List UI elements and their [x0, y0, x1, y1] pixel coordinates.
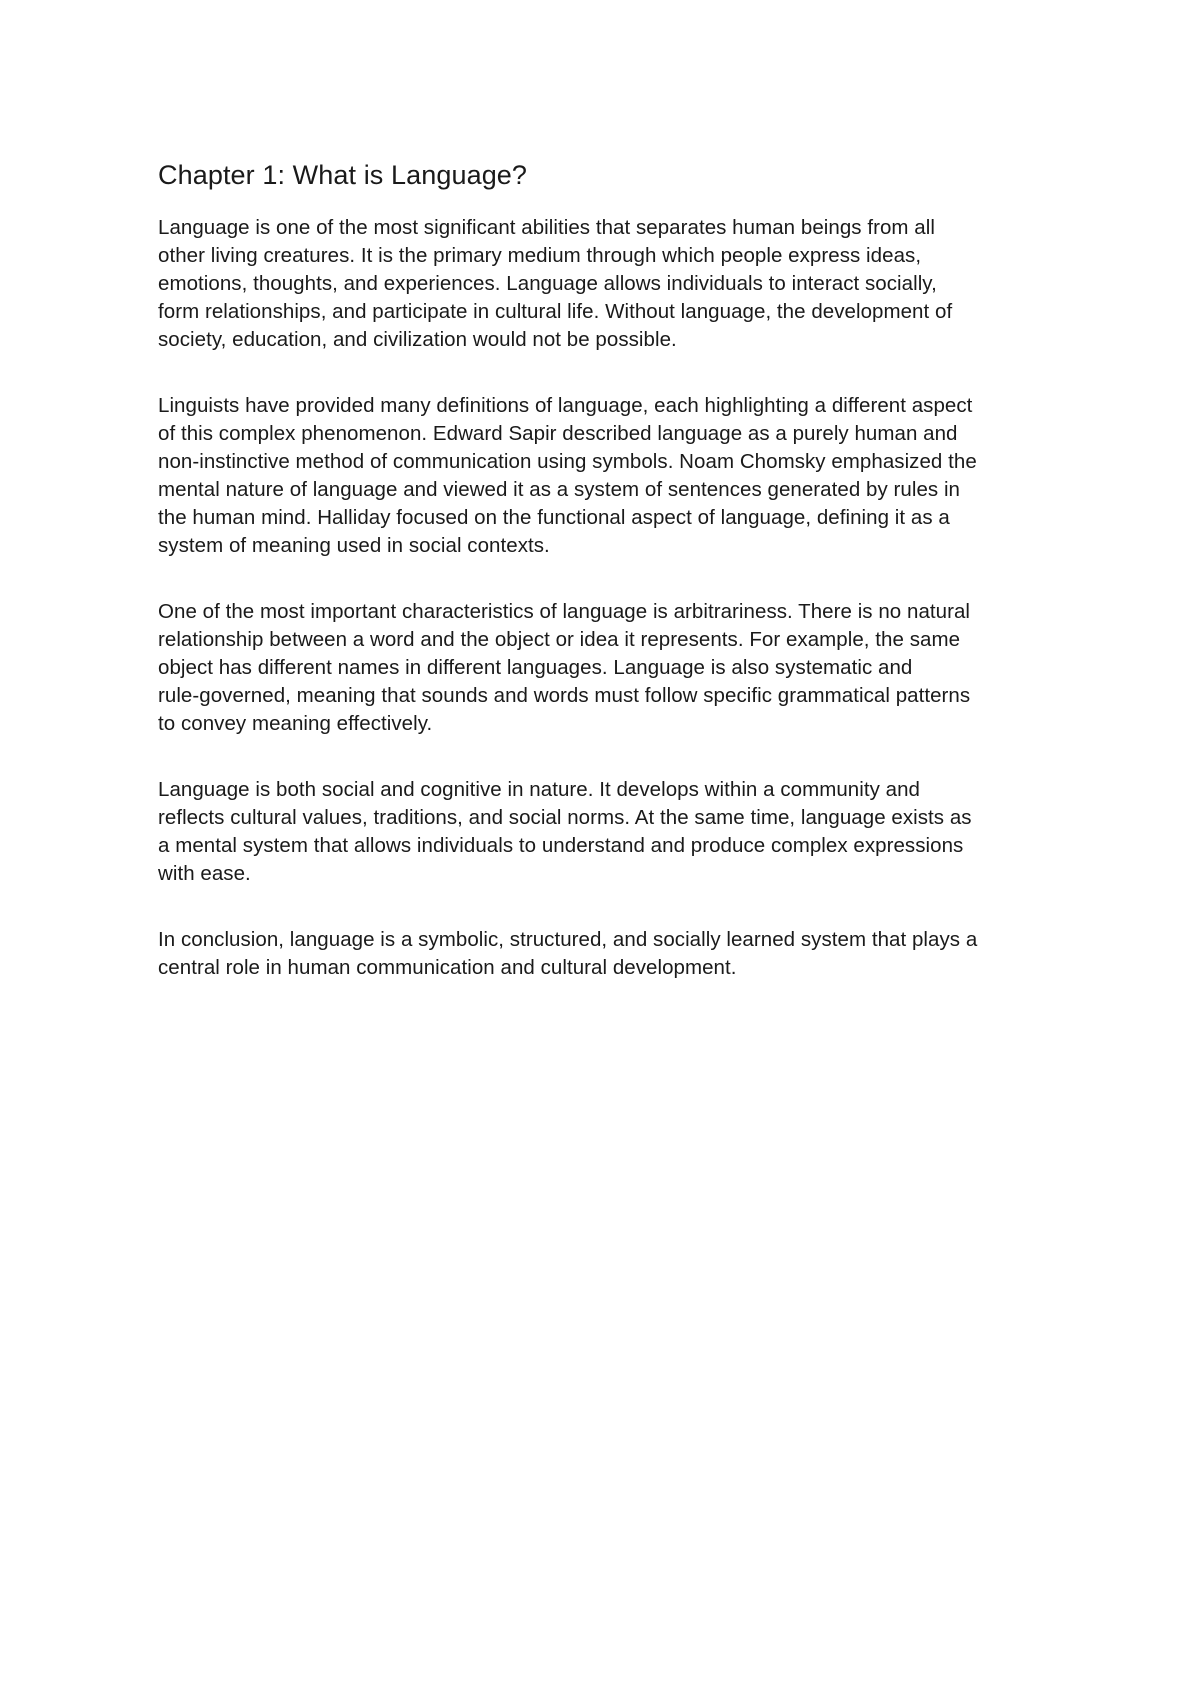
text-line: One of the most important characteristics of language is arbitrariness. There is no natural [158, 600, 971, 623]
text-line: the human mind. Halliday focused on the functional aspect of language, defining it as a [158, 506, 950, 529]
text-line: Language is one of the most significant abilities that separates human beings from all [158, 216, 935, 239]
paragraph-definitions [158, 392, 1058, 560]
paragraph-intro [158, 214, 1058, 354]
text-line: with ease. [158, 862, 251, 885]
paragraph-characteristics [158, 598, 1058, 738]
chapter-title: Chapter 1: What is Language? [158, 160, 528, 190]
text-line: emotions, thoughts, and experiences. Language allows individuals to interact socially, [158, 272, 937, 295]
document-body [158, 158, 1058, 1020]
text-line: of this complex phenomenon. Edward Sapir described language as a purely human and [158, 422, 958, 445]
text-line: Language is both social and cognitive in nature. It develops within a community and [158, 778, 920, 801]
paragraph-social-cognitive [158, 776, 1058, 888]
text-line: form relationships, and participate in cultural life. Without language, the development of [158, 300, 953, 323]
text-line: relationship between a word and the object or idea it represents. For example, the same [158, 628, 961, 651]
text-line: non-instinctive method of communication using symbols. Noam Chomsky emphasized the [158, 450, 977, 473]
paragraph-conclusion [158, 926, 1058, 982]
text-line: to convey meaning effectively. [158, 712, 433, 735]
text-line: reflects cultural values, traditions, and social norms. At the same time, language exists as [158, 806, 972, 829]
text-line: mental nature of language and viewed it as a system of sentences generated by rules in [158, 478, 961, 501]
text-line: central role in human communication and cultural development. [158, 956, 737, 979]
text-line: a mental system that allows individuals to understand and produce complex expressions [158, 834, 964, 857]
text-line: Linguists have provided many definitions of language, each highlighting a different aspect [158, 394, 973, 417]
text-line: In conclusion, language is a symbolic, structured, and socially learned system that plays a [158, 928, 978, 951]
text-line: society, education, and civilization would not be possible. [158, 328, 677, 351]
text-line: object has different names in different languages. Language is also systematic and [158, 656, 913, 679]
text-line: system of meaning used in social contexts. [158, 534, 550, 557]
text-line: rule-governed, meaning that sounds and words must follow specific grammatical patterns [158, 684, 971, 707]
text-line: other living creatures. It is the primary medium through which people express ideas, [158, 244, 922, 267]
